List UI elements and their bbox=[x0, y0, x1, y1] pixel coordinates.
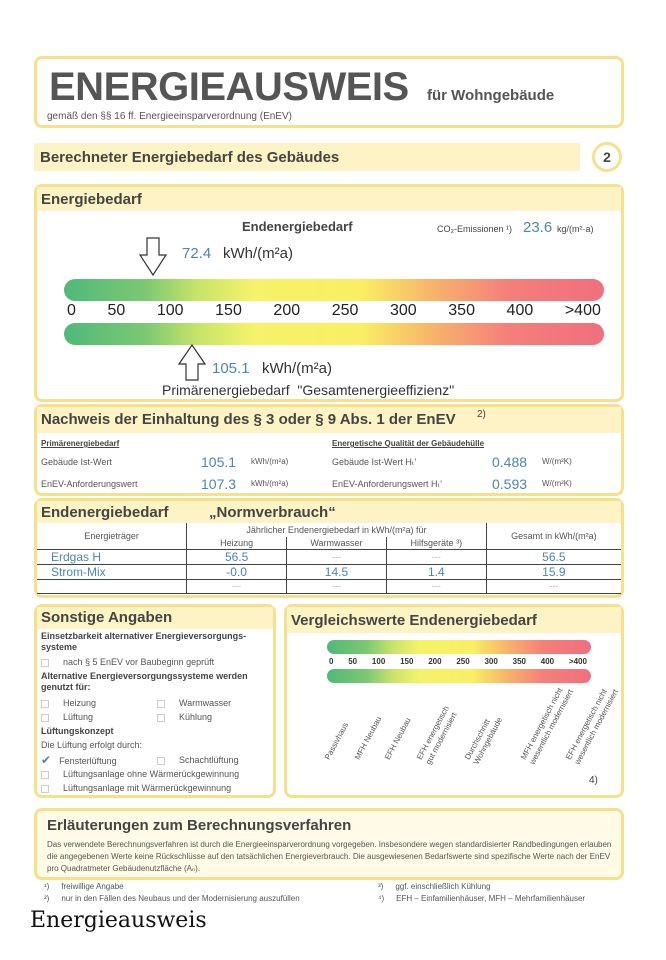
vergleich-tick: 50 bbox=[348, 657, 358, 666]
co2-value: 23.6 bbox=[523, 219, 553, 236]
used-warmwasser[interactable] bbox=[157, 698, 231, 708]
vent-title: Lüftungskonzept bbox=[41, 726, 114, 736]
vent-ohne-wrg[interactable] bbox=[41, 769, 239, 779]
used-heizung[interactable] bbox=[41, 698, 96, 708]
cell-hilfs: --- bbox=[386, 579, 486, 593]
used-lueftung[interactable] bbox=[41, 712, 93, 722]
vergleich-ticks bbox=[329, 657, 587, 666]
right-label: Gebäude Ist-Wert Hₜ' bbox=[332, 457, 417, 467]
vergleich-label: MFH Neubau bbox=[353, 714, 384, 762]
cell-total: --- bbox=[486, 579, 621, 593]
scale-tick: 350 bbox=[448, 302, 475, 319]
vent-mit-wrg[interactable] bbox=[41, 783, 231, 793]
vergleich-tick: >400 bbox=[568, 657, 587, 666]
vent-fenster[interactable] bbox=[41, 753, 117, 767]
checkbox[interactable] bbox=[41, 700, 49, 708]
used-kuehlung[interactable] bbox=[157, 712, 212, 722]
right-unit: W/(m²K) bbox=[542, 479, 572, 488]
text: EFH – Einfamilienhäuser, MFH – Mehrfamilienhäuser bbox=[396, 894, 586, 903]
checkbox[interactable] bbox=[157, 714, 165, 722]
vergleich-tick: 0 bbox=[329, 657, 334, 666]
text: ggf. einschließlich Kühlung bbox=[395, 882, 491, 891]
section-title: Berechneter Energiebedarf des Gebäudes bbox=[40, 149, 340, 166]
vergleich-header bbox=[287, 607, 621, 633]
scale-tick: 150 bbox=[215, 302, 242, 319]
table-row bbox=[37, 579, 621, 593]
co2-unit: kg/(m²·a) bbox=[557, 224, 594, 234]
energiebedarf-header bbox=[37, 187, 621, 211]
footnote-1 bbox=[44, 882, 124, 891]
mark: ¹) bbox=[44, 882, 50, 891]
label: Fensterlüftung bbox=[59, 756, 117, 766]
scale-ticks bbox=[67, 302, 601, 320]
label: Heizung bbox=[63, 698, 97, 708]
label: Lüftungsanlage ohne Wärmerückgewinnung bbox=[63, 769, 240, 779]
primaer-title: Primärenergiebedarf bbox=[41, 439, 120, 448]
cell-hilfs: --- bbox=[386, 549, 486, 564]
primaerenergie-label: Primärenergiebedarf "Gesamtenergieeffizienz" bbox=[162, 382, 455, 398]
vergleich-tick: 350 bbox=[512, 657, 526, 666]
vergleich-tick: 100 bbox=[371, 657, 386, 666]
right-label: EnEV-Anforderungswert Hₜ' bbox=[332, 479, 442, 489]
primaerenergie-unit: kWh/(m²a) bbox=[262, 360, 332, 377]
cell-total: 15.9 bbox=[486, 564, 621, 579]
col-group: Jährlicher Endenergiebedarf in kWh/(m²a) für bbox=[187, 523, 487, 537]
text: freiwillige Angabe bbox=[61, 882, 124, 891]
document-subtitle: für Wohngebäude bbox=[427, 87, 555, 104]
col-total: Gesamt in kWh/(m²a) bbox=[486, 523, 621, 549]
used-title: Alternative Energieversorgungssysteme werden genutzt für: bbox=[41, 671, 248, 692]
mark: ⁴) bbox=[378, 894, 385, 903]
erlaeuterung-panel bbox=[34, 808, 624, 880]
endenergie-unit: kWh/(m²a) bbox=[223, 245, 293, 262]
vent-schacht[interactable] bbox=[157, 755, 239, 765]
checkmark-icon[interactable]: ✔ bbox=[41, 753, 52, 767]
cell-heizung: 56.5 bbox=[187, 549, 287, 564]
table-row bbox=[37, 549, 621, 564]
vergleich-footnote: 4) bbox=[589, 775, 598, 786]
text: nur in den Fällen des Neubaus und der Modernisierung auszufüllen bbox=[61, 894, 300, 903]
label: Lüftung bbox=[63, 712, 94, 722]
primaerenergie-value: 105.1 bbox=[212, 360, 250, 377]
scale-tick: 300 bbox=[389, 302, 417, 319]
col-heizung: Heizung bbox=[187, 537, 287, 549]
scale-tick: 0 bbox=[67, 302, 76, 319]
checkbox[interactable] bbox=[41, 714, 49, 722]
vergleich-tick: 150 bbox=[400, 657, 414, 666]
scale-bar-top bbox=[64, 279, 604, 301]
label: Warmwasser bbox=[179, 698, 232, 708]
label: Lüftungsanlage mit Wärmerückgewinnung bbox=[63, 783, 232, 793]
cell-total: 56.5 bbox=[486, 549, 621, 564]
cell-carrier bbox=[37, 579, 187, 593]
page-number-badge bbox=[592, 142, 622, 172]
vergleich-panel bbox=[284, 604, 624, 798]
sonstige-heading: Sonstige Angaben bbox=[41, 609, 173, 626]
scale-bar-bottom bbox=[64, 323, 604, 345]
cell-hilfs: 1.4 bbox=[386, 564, 486, 579]
alt-check-checkbox[interactable] bbox=[41, 659, 49, 667]
sonstige-panel bbox=[34, 604, 276, 798]
erlaeuterung-heading: Erläuterungen zum Berechnungsverfahren bbox=[47, 817, 352, 834]
vergleich-bar-top bbox=[327, 640, 591, 654]
endenergie-arrow-icon bbox=[139, 237, 167, 277]
vent-intro: Die Lüftung erfolgt durch: bbox=[41, 740, 143, 750]
nachweis-panel bbox=[34, 404, 624, 496]
right-value: 0.593 bbox=[492, 476, 528, 492]
left-unit: kWh/(m²a) bbox=[251, 479, 289, 488]
left-label: Gebäude Ist-Wert bbox=[41, 457, 112, 467]
right-unit: W/(m²K) bbox=[542, 457, 572, 466]
normverbrauch-heading2: „Normverbrauch“ bbox=[209, 504, 336, 521]
endenergie-value: 72.4 bbox=[182, 245, 212, 262]
left-label: EnEV-Anforderungswert bbox=[41, 479, 138, 489]
energiebedarf-heading: Energiebedarf bbox=[41, 191, 142, 208]
col-carrier: Energieträger bbox=[84, 530, 139, 541]
checkbox[interactable] bbox=[41, 771, 49, 779]
footnote-3 bbox=[378, 882, 491, 891]
scale-tick: 400 bbox=[506, 302, 534, 319]
legal-basis: gemäß den §§ 16 ff. Energieeinsparverordnung (EnEV) bbox=[47, 111, 292, 122]
vergleich-bar-bottom bbox=[327, 669, 591, 683]
nachweis-header bbox=[37, 407, 621, 433]
normverbrauch-table bbox=[37, 523, 621, 594]
mark: ²) bbox=[44, 894, 50, 903]
checkbox[interactable] bbox=[157, 700, 165, 708]
caption: Energieausweis bbox=[30, 908, 207, 933]
scale-tick: >400 bbox=[564, 302, 601, 319]
vergleich-tick: 250 bbox=[456, 657, 470, 666]
alt-title: Einsetzbarkeit alternativer Energieversorgungs-systeme bbox=[41, 631, 247, 652]
scale-tick: 50 bbox=[107, 302, 126, 319]
page-number: 2 bbox=[603, 149, 611, 165]
vergleich-label: EFH energetisch gut modernisiert bbox=[415, 704, 459, 766]
col-warmwasser: Warmwasser bbox=[287, 537, 387, 549]
vergleich-tick: 300 bbox=[484, 657, 498, 666]
vergleich-label: Passivhaus bbox=[323, 720, 351, 762]
vergleich-heading: Vergleichswerte Endenergiebedarf bbox=[291, 612, 537, 629]
footnote-2 bbox=[44, 894, 300, 903]
vergleich-tick: 400 bbox=[540, 657, 555, 666]
erlaeuterung-text: Das verwendete Berechnungsverfahren ist durch die Energieeinsparverordnung vorgegeben. Insbesondere wegen standardisierter Randbedingungen erlauben die angegebenen Werte keine Rückschlüsse auf den tatsächlichen Energieverbrauch. Die ausgewiesenen Bedarfswerte sind spezifische Werte nach der EnEV pro Quadratmeter Gebäudenutzfläche (Aₙ). bbox=[47, 840, 612, 873]
header-box bbox=[34, 56, 624, 128]
cell-heizung: -0.0 bbox=[187, 564, 287, 579]
scale-tick: 200 bbox=[273, 302, 301, 319]
scale-tick: 100 bbox=[156, 302, 184, 319]
huelle-title: Energetische Qualität der Gebäudehülle bbox=[332, 439, 485, 448]
vergleich-label: Durchschnitt Wohngebäude bbox=[463, 715, 505, 766]
left-value: 107.3 bbox=[201, 476, 237, 492]
cell-carrier: Erdgas H bbox=[51, 549, 102, 564]
label: Kühlung bbox=[179, 712, 213, 722]
label: Schachtlüftung bbox=[179, 755, 239, 765]
energiebedarf-panel bbox=[34, 184, 624, 402]
mark: ³) bbox=[378, 882, 384, 891]
co2-label: CO₂-Emissionen ¹) bbox=[437, 224, 513, 234]
scale-tick: 250 bbox=[331, 302, 359, 319]
left-value: 105.1 bbox=[201, 454, 237, 470]
footnote-4 bbox=[378, 894, 585, 903]
primaerenergie-arrow-icon bbox=[178, 344, 206, 382]
cell-heizung: --- bbox=[187, 579, 287, 593]
normverbrauch-heading: Endenergiebedarf bbox=[41, 504, 169, 521]
col-hilfs: Hilfsgeräte ³) bbox=[386, 537, 486, 549]
section-bar bbox=[34, 143, 580, 171]
checkbox[interactable] bbox=[41, 785, 49, 793]
cell-warmwasser: 14.5 bbox=[287, 564, 387, 579]
normverbrauch-header bbox=[37, 501, 621, 523]
alt-check-label: nach § 5 EnEV vor Baubeginn geprüft bbox=[63, 657, 215, 667]
cell-warmwasser: --- bbox=[287, 579, 387, 593]
cell-carrier: Strom-Mix bbox=[51, 564, 106, 579]
nachweis-footnote: 2) bbox=[477, 409, 486, 420]
sonstige-header bbox=[37, 607, 273, 629]
vergleich-label: MFH energetisch nicht wesentlich modernisiert bbox=[519, 686, 576, 766]
normverbrauch-panel bbox=[34, 498, 624, 598]
document-title: ENERGIEAUSWEIS bbox=[49, 65, 409, 109]
endenergie-label: Endenergiebedarf bbox=[242, 219, 353, 234]
cell-warmwasser: --- bbox=[287, 549, 387, 564]
vergleich-tick: 200 bbox=[428, 657, 442, 666]
table-row bbox=[37, 564, 621, 579]
checkbox[interactable] bbox=[157, 757, 165, 765]
alt-check-row[interactable] bbox=[41, 657, 214, 667]
vergleich-label: EFH energetisch nicht wesentlich modernisiert bbox=[564, 687, 621, 766]
vergleich-label: EFH Neubau bbox=[383, 716, 413, 762]
right-value: 0.488 bbox=[492, 454, 528, 470]
left-unit: kWh/(m²a) bbox=[251, 457, 289, 466]
nachweis-heading: Nachweis der Einhaltung des § 3 oder § 9 Abs. 1 der EnEV bbox=[41, 411, 456, 428]
